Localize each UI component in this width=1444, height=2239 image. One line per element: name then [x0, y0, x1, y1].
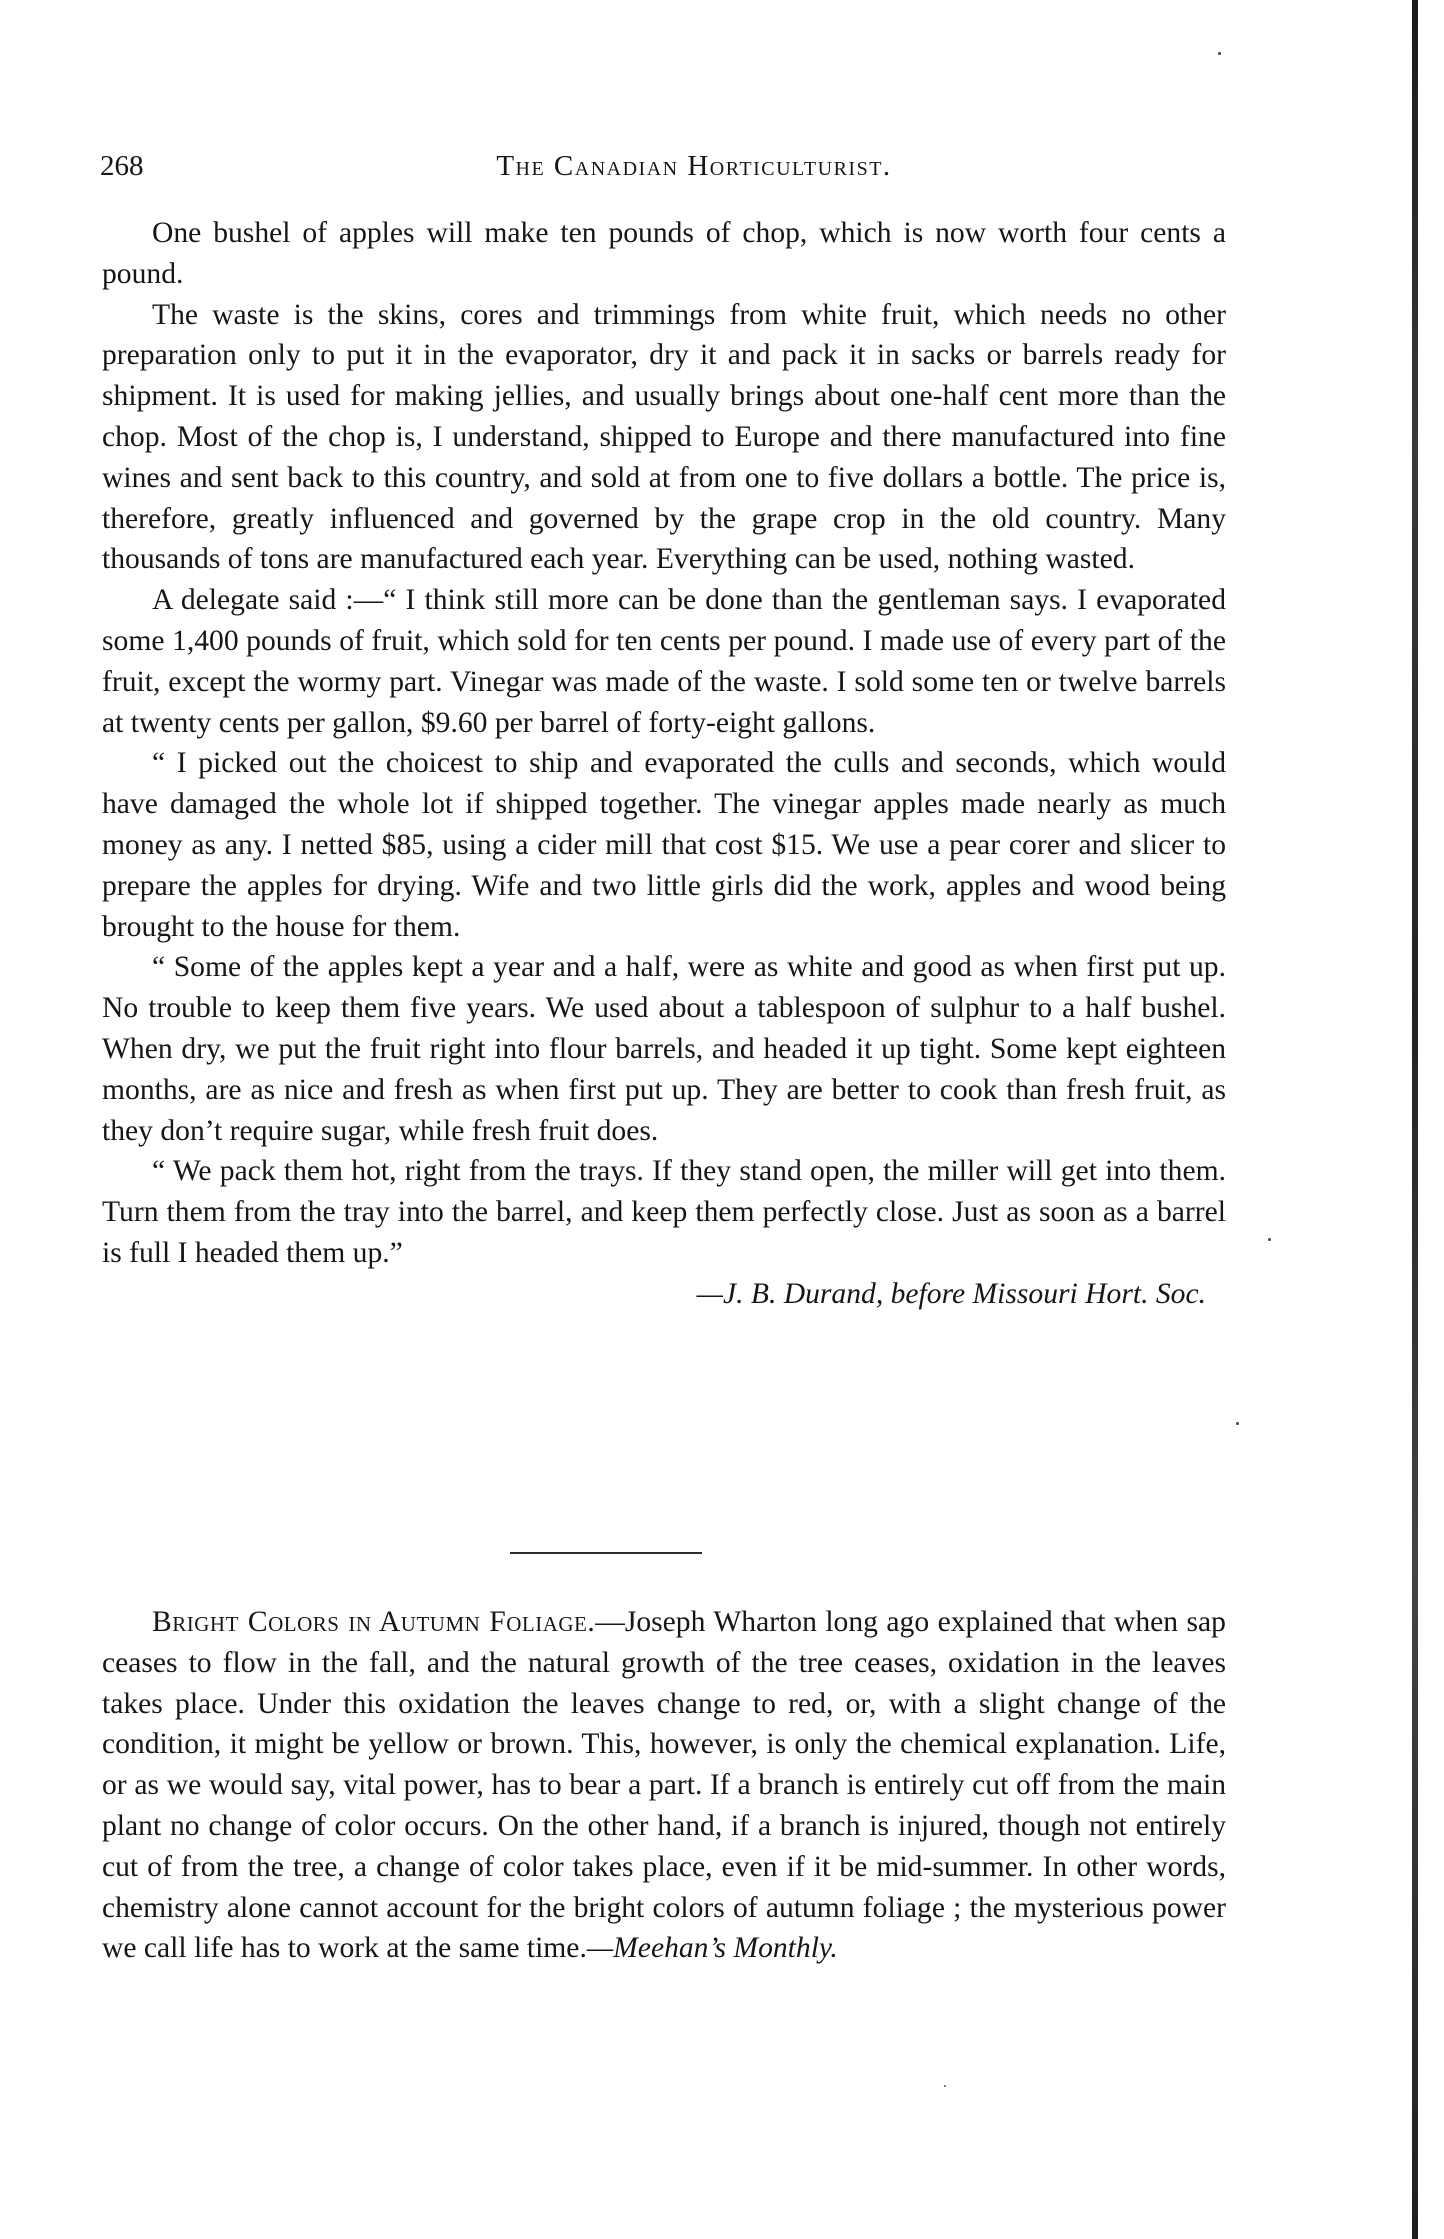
article-evaporated-fruit: [102, 213, 1226, 1315]
paragraph: “ I picked out the choicest to ship and evaporated the culls and seconds, which would have damaged the whole lot if shipped together. The vinegar apples made nearly as much money as any. I netted $85, using a cider mill that cost $15. We use a pear corer and slicer to prepare the apples for drying. Wife and two little girls did the work, apples and wood being brought to the house for them.: [102, 747, 1226, 943]
section-divider: [510, 1552, 702, 1554]
paragraph: “ We pack them hot, right from the trays. If they stand open, the miller will get into them. Turn them from the tray into the barrel, and keep them perfectly close. Just as soon as a barrel is full I headed them up.”: [102, 1155, 1226, 1269]
paragraph: One bushel of apples will make ten pounds of chop, which is now worth four cents a pound.: [102, 217, 1226, 290]
running-title: The Canadian Horticulturist.: [496, 150, 892, 182]
paragraph: The waste is the skins, cores and trimmings from white fruit, which needs no other preparation only to put it in the evaporator, dry it and pack it in sacks or barrels ready for shipment. It is used for making jellies, and usually brings about one-half cent more than the chop. Most of the chop is, I understand, shipped to Europe and there manufactured into fine wines and sent back to this country, and sold at from one to five dollars a bottle. The price is, therefore, greatly influenced and governed by the grape crop in the old country. Many thousands of tons are manufactured each year. Everything can be used, nothing wasted.: [102, 298, 1226, 576]
scan-speck: [1218, 52, 1221, 55]
scan-margin: [1400, 0, 1444, 2239]
page-header: [100, 150, 1228, 190]
scan-speck: [944, 2085, 946, 2087]
article-autumn-foliage: [102, 1602, 1226, 1969]
page-number: 268: [100, 150, 144, 182]
paragraph: “ Some of the apples kept a year and a half, were as white and good as when first put up. No trouble to keep them five years. We used about a tablespoon of sulphur to a half bushel. When dry, we put the fruit right into flour barrels, and headed it up tight. Some kept eighteen months, are as nice and fresh as when first put up. They are better to cook than fresh fruit, as they don’t require sugar, while fresh fruit does.: [102, 951, 1226, 1147]
scan-speck: [1236, 1422, 1239, 1425]
article-heading: Bright Colors in Autumn Foliage.: [152, 1606, 596, 1638]
scan-edge-line: [1412, 0, 1418, 2239]
paragraph: [102, 1602, 1226, 1969]
article-body: —Joseph Wharton long ago explained that when sap ceases to flow in the fall, and the natural growth of the tree ceases, oxidation in the leaves takes place. Under this oxidation the leaves change to red, or, with a slight change of the condition, it might be yellow or brown. This, however, is only the chemical explanation. Life, or as we would say, vital power, has to bear a part. If a branch is entirely cut off from the main plant no change of color occurs. On the other hand, if a branch is injured, though not entirely cut of from the tree, a change of color takes place, even if it be mid-summer. In other words, chemistry alone cannot account for the bright colors of autumn foliage ; the mysterious power we call life has to work at the same time.: [102, 1606, 1226, 1965]
scan-speck: [1268, 1238, 1271, 1241]
article-source: —Meehan’s Monthly.: [586, 1932, 838, 1965]
article-signature: —J. B. Durand, before Missouri Hort. Soc.: [696, 1277, 1206, 1310]
paragraph: A delegate said :—“ I think still more can be done than the gentleman says. I evaporated some 1,400 pounds of fruit, which sold for ten cents per pound. I made use of every part of the fruit, except the wormy part. Vinegar was made of the waste. I sold some ten or twelve barrels at twenty cents per gallon, $9.60 per barrel of forty-eight gallons.: [102, 584, 1226, 739]
